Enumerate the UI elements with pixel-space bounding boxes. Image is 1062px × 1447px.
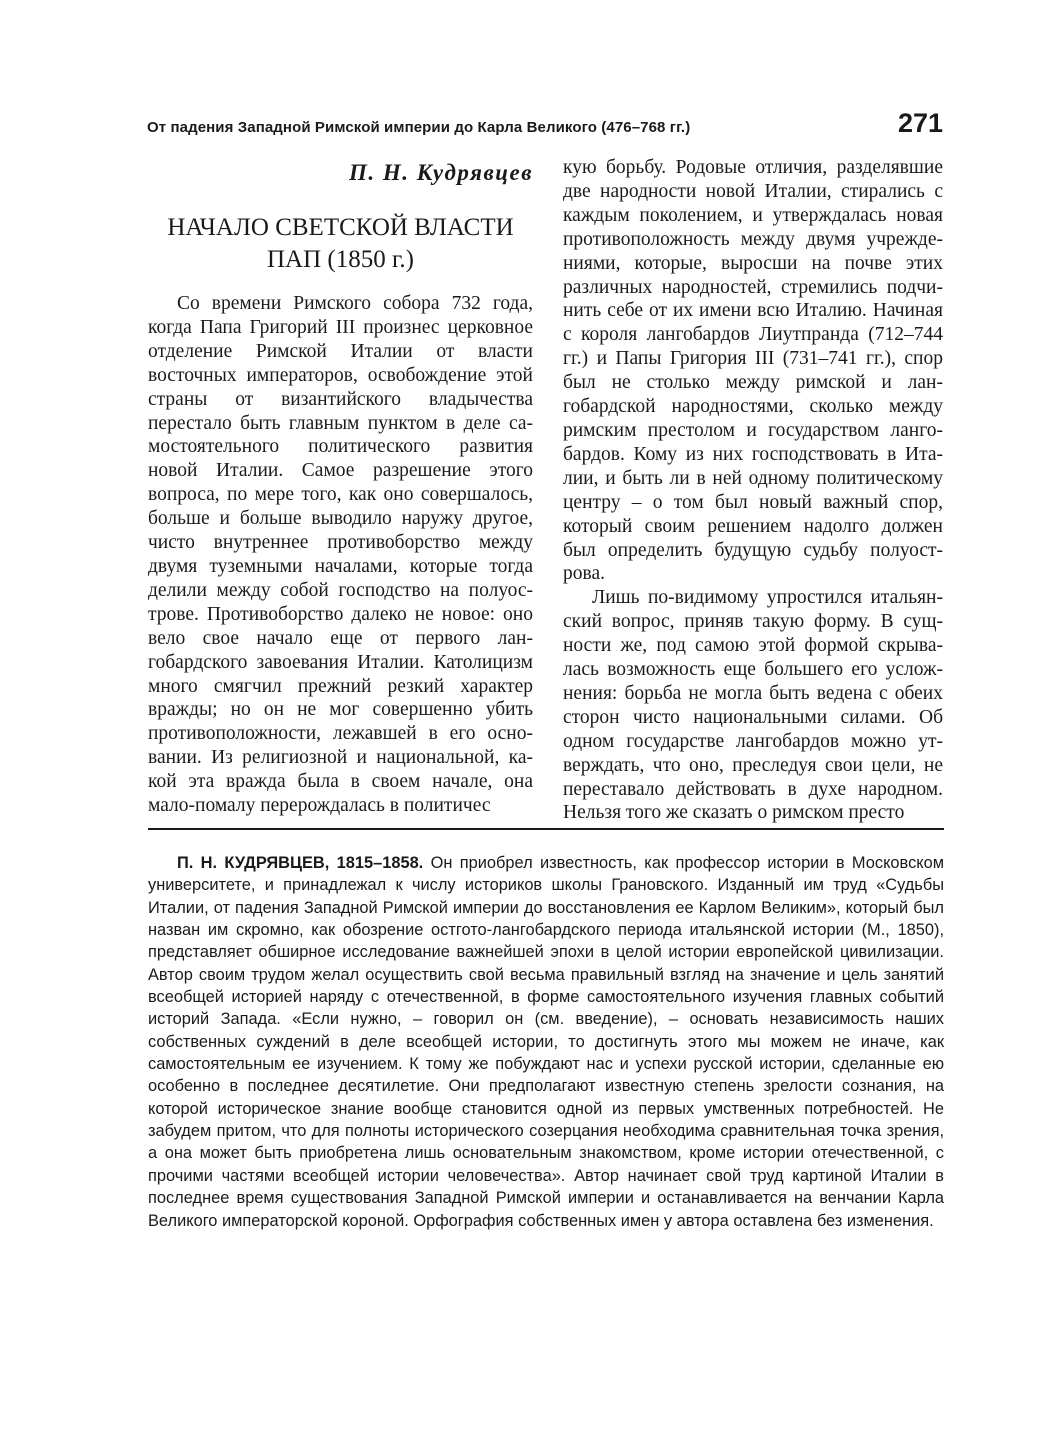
author-byline: П. Н. Кудрявцев	[348, 160, 533, 185]
bio-heading: П. Н. КУДРЯВЦЕВ, 1815–1858.	[177, 854, 424, 872]
right-column-paragraph-2: Лишь по-видимому упростился итальянский вопрос, приняв такую форму. В сущности же, под самою этой формой скрывалась возможность еще большего его усложнения: борьба не могла быть ведена с обеих сторон чисто национальными силами. Об одном государстве лангобардов можно утверждать, что оно, преследуя свои цели, не переставало действовать в духе народном. Нельзя того же сказать о римском престо	[563, 587, 943, 824]
bio-text: Он приобрел известность, как профессор истории в Московском университете, и принадлежал к числу историков школы Грановского. Изданный им труд «Судьбы Италии, от падения Западной Римской империи до восстановления ее Карлом Великим», который был назван им скромно, как обозрение остгото-лангобардского периода итальянской истории (М., 1850), представляет обширное исследование важнейшей эпохи в целой истории европейской цивилизации. Автор своим трудом желал осуществить свой весьма правильный взгляд на значение и цель занятий всеобщей историей наряду с отечественной, в форме самостоятельного изучения главных событий историй Запада. «Если нужно, – говорил он (см. введение), – основать независимость наших собственных суждений в деле всеобщей истории, то достигнуть этого мы можем не иначе, как самостоятельным ее изучением. К тому же побуждают нас и успехи русской истории, сделанные ею особенно в последнее десятилетие. Они предполагают известную степень зрелости сознания, на которой историческое знание вообще становится одной из первых умственных потребностей. Не забудем притом, что для полноты исторического созерцания необходима сравнительная точка зрения, а она может быть приобретена лишь основательным знакомством, кроме истории отечественной, с прочими частями всеобщей истории человечества». Автор начинает свой труд картиной Италии в последнее время существования Западной Римской империи и останавливается на венчании Карла Великого императорской короной. Орфография собственных имен у автора оставлена без изменения.	[148, 854, 944, 1230]
left-column	[148, 292, 533, 818]
bio-note	[148, 852, 944, 1232]
page-number: 271	[897, 108, 943, 138]
right-column-paragraph-1: кую борьбу. Родовые отличия, разделявшие две народности новой Италии, стирались с каждым поколением, и утверждалась новая противоположность между двумя учреждениями, которые, выросши на почве этих различных народностей, стремились подчинить себе от их имени всю Италию. Начиная с короля лангобардов Лиутпранда (712–744 гг.) и Папы Григория III (731–741 гг.), спор был не столько между римской и лангобардской народностями, сколько между римским престолом и государством лангобардов. Кому из них господствовать в Италии, и быть ли в ней одному политическому центру – о том был новый важный спор, который своим решением надолго должен был определить будущую судьбу полуострова.	[563, 157, 943, 585]
running-title: От падения Западной Римской империи до Карла Великого (476–768 гг.)	[147, 119, 691, 136]
left-column-paragraph: Со времени Римского собора 732 года, когда Папа Григорий III произнес церковное отделение Римской Италии от власти восточных императоров, освобождение этой страны от византийского владычества перестало быть главным пунктом в деле самостоятельного политического развития новой Италии. Самое разрешение этого вопроса, по мере того, как оно совершалось, больше и больше выводило наружу другое, чисто внутреннее противоборство между двумя туземными началами, которые тогда делили между собой господство на полуострове. Противоборство далеко не новое: оно вело свое начало еще от первого лангобардского завоевания Италии. Католицизм много смягчил прежний резкий характер вражды; но он не мог совершенно убить противоположности, лежавшей в его основании. Из религиозной и национальной, какой эта вражда была в своем начале, она мало-помалу перерождалась в политичес	[148, 293, 533, 817]
section-divider	[148, 828, 944, 830]
running-header	[147, 108, 943, 144]
article-title-line-2: ПАП (1850 г.)	[267, 246, 414, 273]
article-title	[148, 212, 533, 276]
right-column	[563, 156, 943, 825]
article-title-line-1: НАЧАЛО СВЕТСКОЙ ВЛАСТИ	[167, 214, 514, 241]
